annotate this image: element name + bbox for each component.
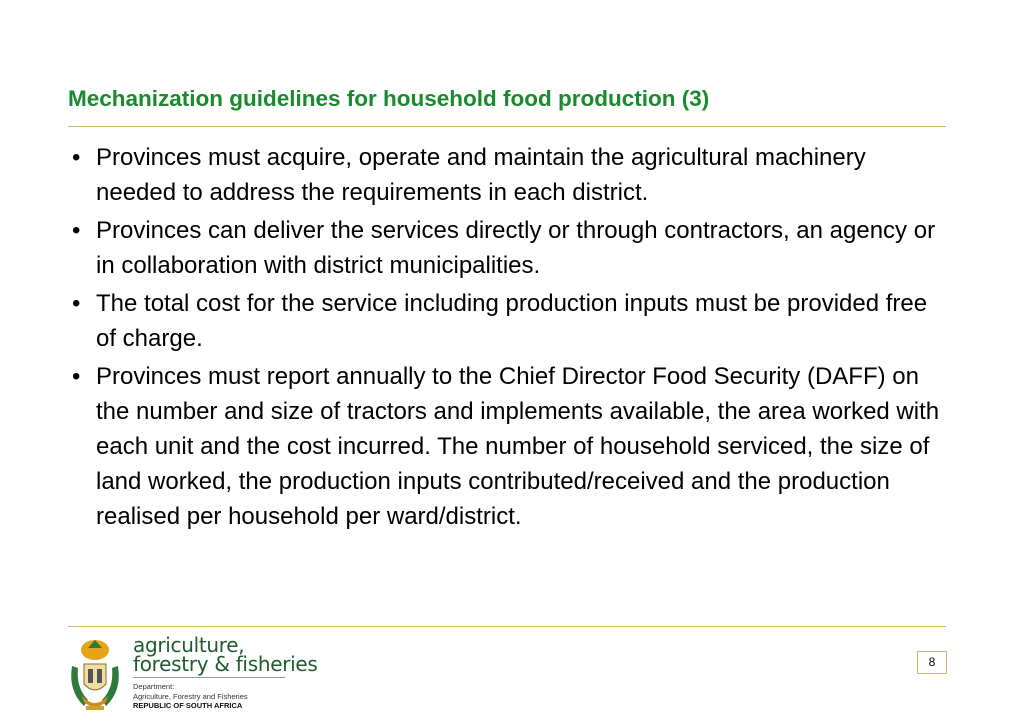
bullet-text: The total cost for the service including production inputs must be provided free of charge. (96, 290, 928, 352)
bullet-text: Provinces can deliver the services directly or through contractors, an agency or in collaboration with district municipalities. (96, 217, 936, 279)
brand-underline (133, 677, 285, 678)
department-name: Agriculture, Forestry and Fisheries (133, 692, 248, 701)
bullet-marker: • (72, 144, 81, 171)
footer-divider (68, 626, 946, 627)
bullet-marker: • (72, 363, 81, 390)
bullet-list (72, 140, 952, 537)
bullet-text: Provinces must acquire, operate and maintain the agricultural machinery needed to address the requirements in each district. (96, 144, 866, 206)
bullet-item (72, 213, 952, 283)
country-name: REPUBLIC OF SOUTH AFRICA (133, 701, 243, 710)
page-number: 8 (917, 651, 947, 674)
department-label: Department: (133, 682, 175, 691)
bullet-marker: • (72, 290, 81, 317)
bullet-marker: • (72, 217, 81, 244)
brand-line-1: agriculture, (133, 633, 245, 657)
bullet-item (72, 286, 952, 356)
bullet-text: Provinces must report annually to the Chief Director Food Security (DAFF) on the number and size of tractors and implements available, the area worked with each unit and the cost incurred. The number of household serviced, the size of land worked, the production inputs contributed/received and the production realised per household per ward/district. (96, 363, 940, 530)
brand-line-2: forestry & fisheries (133, 652, 318, 676)
slide-title: Mechanization guidelines for household food production (3) (68, 86, 710, 111)
bullet-item (72, 140, 952, 210)
bullet-item (72, 359, 952, 534)
coat-of-arms-icon (66, 636, 124, 714)
title-divider (68, 126, 946, 127)
